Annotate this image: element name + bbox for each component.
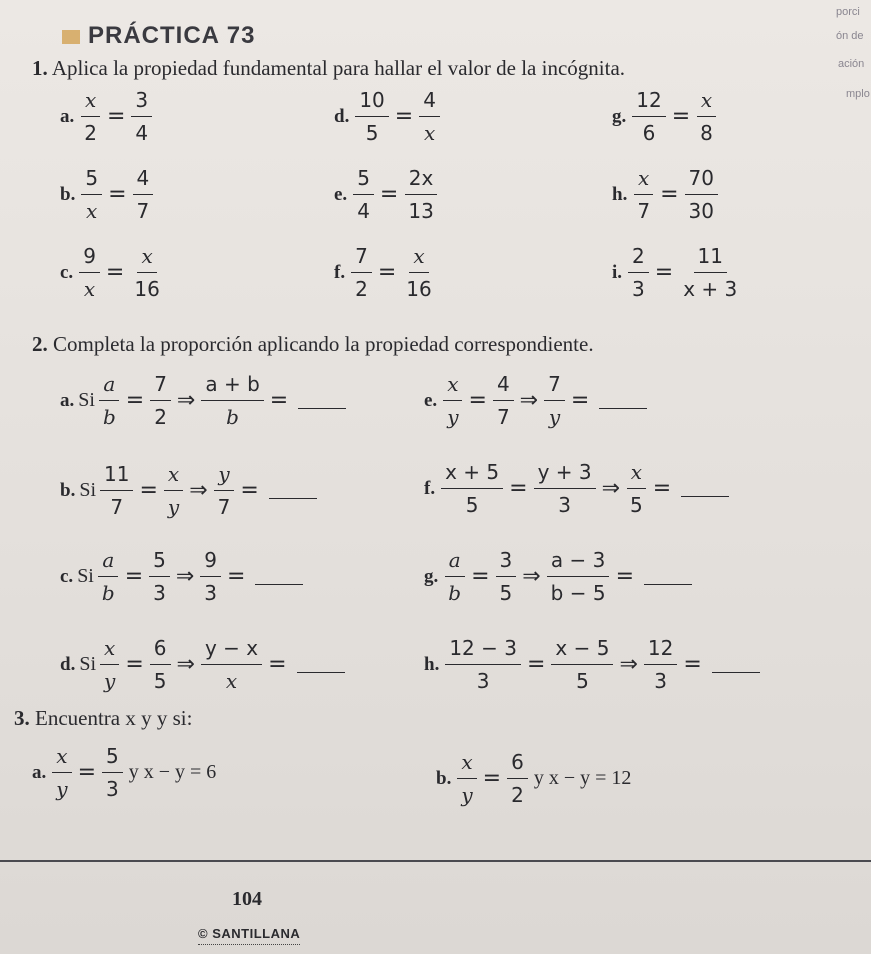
item-label: f. xyxy=(334,261,346,283)
exercise-3-heading xyxy=(14,706,192,731)
numerator: 7 xyxy=(351,244,372,273)
item-label: i. xyxy=(612,261,623,283)
implies-arrow: ⇒ xyxy=(175,564,195,589)
system-item xyxy=(436,750,631,807)
item-label: b. xyxy=(436,767,452,789)
denominator: 5 xyxy=(153,669,167,693)
proportion-item xyxy=(60,88,154,145)
equals-sign: = xyxy=(125,388,145,413)
equals-sign: = xyxy=(227,564,246,589)
denominator: 30 xyxy=(688,199,714,223)
numerator: 6 xyxy=(150,636,171,665)
fraction xyxy=(696,88,717,145)
fraction xyxy=(457,750,476,807)
answer-blank[interactable] xyxy=(681,480,729,497)
denominator: 8 xyxy=(700,121,713,145)
equals-sign: = xyxy=(269,388,289,413)
numerator: x xyxy=(457,750,476,779)
fraction xyxy=(626,460,647,517)
equals-sign: = xyxy=(379,182,399,207)
equals-sign: = xyxy=(377,260,397,285)
fraction xyxy=(628,244,649,301)
margin-note: ón de xyxy=(836,30,864,42)
fraction xyxy=(98,548,119,605)
si-text: Si xyxy=(79,653,97,675)
fraction xyxy=(351,244,372,301)
denominator: 3 xyxy=(476,669,490,693)
fraction xyxy=(404,166,437,223)
denominator: 5 xyxy=(576,669,589,693)
denominator: 3 xyxy=(153,581,166,605)
denominator: 6 xyxy=(642,121,656,145)
fraction xyxy=(507,750,528,807)
numerator: x xyxy=(52,744,71,773)
numerator: 5 xyxy=(149,548,170,577)
answer-blank[interactable] xyxy=(644,568,692,585)
fraction xyxy=(644,636,677,693)
denominator: b xyxy=(101,581,115,605)
equals-sign: = xyxy=(394,104,414,129)
fraction xyxy=(100,636,119,693)
numerator: 6 xyxy=(507,750,528,779)
fraction xyxy=(149,548,170,605)
equals-sign: = xyxy=(105,260,125,285)
denominator: y xyxy=(548,405,561,429)
fraction xyxy=(150,636,171,693)
page-number: 104 xyxy=(232,888,262,910)
denominator: b xyxy=(448,581,462,605)
equals-sign: = xyxy=(526,652,546,677)
practice-title: PRÁCTICA 73 xyxy=(88,22,256,49)
fraction xyxy=(133,166,154,223)
denominator: 5 xyxy=(499,581,513,605)
exercise-instruction: Encuentra x y y si: xyxy=(35,706,193,730)
numerator: 12 xyxy=(644,636,677,665)
implies-arrow: ⇒ xyxy=(619,652,638,677)
denominator: b − 5 xyxy=(550,581,606,605)
numerator: 9 xyxy=(79,244,100,273)
equals-sign: = xyxy=(471,564,490,589)
fraction xyxy=(685,166,718,223)
si-text: Si xyxy=(79,479,97,501)
numerator: x xyxy=(443,372,462,401)
equals-sign: = xyxy=(240,478,259,503)
numerator: x − 5 xyxy=(551,636,613,665)
item-label: d. xyxy=(60,653,76,675)
denominator: 7 xyxy=(637,199,651,223)
proportion-item xyxy=(60,244,166,301)
implies-arrow: ⇒ xyxy=(522,564,541,589)
denominator: x xyxy=(86,199,98,223)
margin-note: mplo xyxy=(846,88,870,100)
numerator: x + 5 xyxy=(441,460,503,489)
section-marker xyxy=(62,30,80,44)
implies-arrow: ⇒ xyxy=(519,388,539,413)
item-label: h. xyxy=(424,653,440,675)
numerator: y − x xyxy=(201,636,262,665)
equals-sign: = xyxy=(509,476,528,501)
equals-sign: = xyxy=(139,478,158,503)
exercise-number: 3. xyxy=(14,706,30,730)
system-item xyxy=(32,744,216,801)
equals-sign: = xyxy=(652,476,672,501)
condition-text: y x − y = 12 xyxy=(533,767,632,789)
denominator: 7 xyxy=(110,495,124,519)
denominator: y xyxy=(167,495,180,519)
fraction xyxy=(214,462,235,519)
answer-blank[interactable] xyxy=(269,482,317,499)
numerator: x xyxy=(100,636,119,665)
equals-sign: = xyxy=(125,652,144,677)
complete-proportion-item xyxy=(60,548,303,605)
fraction xyxy=(164,462,183,519)
proportion-item xyxy=(334,166,440,223)
numerator: 2x xyxy=(405,166,438,195)
complete-proportion-item xyxy=(424,548,692,605)
numerator: 5 xyxy=(81,166,102,195)
proportion-item xyxy=(612,166,720,223)
numerator: 70 xyxy=(685,166,718,195)
denominator: x xyxy=(225,669,238,693)
numerator: y + 3 xyxy=(534,460,596,489)
equals-sign: = xyxy=(268,652,287,677)
numerator: 5 xyxy=(353,166,374,195)
fraction xyxy=(355,88,388,145)
proportion-item xyxy=(60,166,155,223)
numerator: 5 xyxy=(102,744,123,773)
item-label: e. xyxy=(424,389,438,411)
exercise-1-heading xyxy=(32,56,625,81)
item-label: g. xyxy=(424,565,439,587)
item-label: c. xyxy=(60,565,74,587)
footer-rule xyxy=(0,860,871,862)
equals-sign: = xyxy=(124,564,144,589)
denominator: 2 xyxy=(511,783,524,807)
equals-sign: = xyxy=(654,260,674,285)
exercise-2-heading xyxy=(32,332,594,357)
complete-proportion-item xyxy=(424,460,729,517)
numerator: 12 − 3 xyxy=(445,636,521,665)
denominator: 3 xyxy=(632,277,645,301)
exercise-number: 1. xyxy=(32,56,48,80)
fraction xyxy=(201,636,262,693)
fraction xyxy=(679,244,741,301)
fraction xyxy=(632,88,665,145)
item-label: f. xyxy=(424,477,436,499)
item-label: e. xyxy=(334,183,348,205)
item-label: d. xyxy=(334,105,350,127)
numerator: 3 xyxy=(131,88,152,117)
implies-arrow: ⇒ xyxy=(601,476,621,501)
numerator: x xyxy=(634,166,653,195)
fraction xyxy=(131,88,152,145)
proportion-item xyxy=(334,88,442,145)
numerator: a + b xyxy=(201,372,263,401)
denominator: x xyxy=(423,121,436,145)
numerator: 12 xyxy=(632,88,665,117)
item-label: a. xyxy=(32,761,47,783)
numerator: a xyxy=(99,372,119,401)
equals-sign: = xyxy=(660,182,679,207)
numerator: x xyxy=(697,88,716,117)
denominator: 2 xyxy=(355,277,368,301)
fraction xyxy=(353,166,374,223)
numerator: 10 xyxy=(355,88,388,117)
denominator: y xyxy=(461,783,473,807)
complete-proportion-item xyxy=(60,462,317,519)
exercise-number: 2. xyxy=(32,332,48,356)
fraction xyxy=(402,244,435,301)
publisher-brand: © SANTILLANA xyxy=(198,926,300,945)
denominator: 7 xyxy=(217,495,231,519)
fraction xyxy=(130,244,163,301)
fraction xyxy=(80,88,101,145)
numerator: a xyxy=(98,548,118,577)
numerator: a xyxy=(445,548,465,577)
complete-proportion-item xyxy=(424,372,647,429)
denominator: 5 xyxy=(365,121,379,145)
numerator: x xyxy=(409,244,428,273)
complete-proportion-item xyxy=(424,636,760,693)
denominator: 16 xyxy=(406,277,432,301)
fraction xyxy=(547,548,610,605)
complete-proportion-item xyxy=(60,636,345,693)
denominator: 16 xyxy=(134,277,160,301)
denominator: 4 xyxy=(135,121,149,145)
numerator: 9 xyxy=(200,548,221,577)
denominator: y xyxy=(56,777,68,801)
fraction xyxy=(544,372,565,429)
denominator: 2 xyxy=(84,121,97,145)
exercise-instruction: Completa la proporción aplicando la propiedad correspondiente. xyxy=(53,332,594,356)
item-label: b. xyxy=(60,183,76,205)
numerator: x xyxy=(81,88,100,117)
equals-sign: = xyxy=(570,388,590,413)
denominator: y xyxy=(447,405,459,429)
implies-arrow: ⇒ xyxy=(189,478,208,503)
numerator: x xyxy=(627,460,646,489)
fraction xyxy=(551,636,613,693)
implies-arrow: ⇒ xyxy=(176,652,195,677)
condition-text: y x − y = 6 xyxy=(128,761,217,783)
numerator: 4 xyxy=(133,166,154,195)
numerator: a − 3 xyxy=(547,548,609,577)
fraction xyxy=(201,372,263,429)
answer-blank[interactable] xyxy=(255,568,303,585)
denominator: 3 xyxy=(204,581,218,605)
numerator: 7 xyxy=(544,372,565,401)
proportion-item xyxy=(612,88,719,145)
numerator: y xyxy=(214,462,233,491)
si-text: Si xyxy=(78,389,95,411)
margin-note: ación xyxy=(838,58,865,70)
item-label: h. xyxy=(612,183,628,205)
fraction xyxy=(102,744,123,801)
fraction xyxy=(200,548,221,605)
denominator: b xyxy=(226,405,239,429)
item-label: b. xyxy=(60,479,76,501)
fraction xyxy=(445,636,521,693)
denominator: b xyxy=(102,405,116,429)
margin-note: porci xyxy=(836,6,860,18)
fraction xyxy=(52,744,71,801)
fraction xyxy=(441,460,503,517)
fraction xyxy=(79,244,100,301)
fraction xyxy=(443,372,462,429)
fraction xyxy=(493,372,514,429)
numerator: 3 xyxy=(496,548,517,577)
fraction xyxy=(534,460,596,517)
equals-sign: = xyxy=(468,388,487,413)
answer-blank[interactable] xyxy=(298,392,346,409)
numerator: x xyxy=(137,244,156,273)
answer-blank[interactable] xyxy=(712,656,760,673)
item-label: a. xyxy=(60,389,75,411)
denominator: 13 xyxy=(408,199,434,223)
denominator: x xyxy=(83,277,96,301)
denominator: 3 xyxy=(654,669,667,693)
denominator: x + 3 xyxy=(683,277,738,301)
equals-sign: = xyxy=(482,766,502,791)
proportion-item xyxy=(612,244,743,301)
proportion-item xyxy=(334,244,438,301)
denominator: y xyxy=(104,669,116,693)
equals-sign: = xyxy=(615,564,635,589)
fraction xyxy=(444,548,465,605)
equals-sign: = xyxy=(671,104,691,129)
fraction xyxy=(633,166,654,223)
answer-blank[interactable] xyxy=(599,392,647,409)
denominator: 4 xyxy=(357,199,370,223)
fraction xyxy=(81,166,102,223)
fraction xyxy=(100,462,133,519)
fraction xyxy=(99,372,120,429)
denominator: 7 xyxy=(496,405,510,429)
answer-blank[interactable] xyxy=(297,656,345,673)
exercise-instruction: Aplica la propiedad fundamental para hallar el valor de la incógnita. xyxy=(51,56,626,80)
implies-arrow: ⇒ xyxy=(176,388,196,413)
item-label: a. xyxy=(60,105,75,127)
equals-sign: = xyxy=(108,182,127,207)
denominator: 5 xyxy=(465,493,479,517)
numerator: x xyxy=(164,462,183,491)
numerator: 7 xyxy=(150,372,171,401)
numerator: 4 xyxy=(419,88,440,117)
fraction xyxy=(496,548,517,605)
denominator: 3 xyxy=(106,777,119,801)
fraction xyxy=(419,88,440,145)
numerator: 11 xyxy=(694,244,727,273)
complete-proportion-item xyxy=(60,372,346,429)
equals-sign: = xyxy=(106,104,126,129)
denominator: 5 xyxy=(630,493,643,517)
fraction xyxy=(150,372,171,429)
denominator: 3 xyxy=(558,493,571,517)
item-label: c. xyxy=(60,261,74,283)
numerator: 4 xyxy=(493,372,514,401)
si-text: Si xyxy=(77,565,94,587)
denominator: 7 xyxy=(136,199,150,223)
item-label: g. xyxy=(612,105,627,127)
numerator: 11 xyxy=(100,462,133,491)
denominator: 2 xyxy=(154,405,167,429)
equals-sign: = xyxy=(77,760,96,785)
equals-sign: = xyxy=(683,652,702,677)
numerator: 2 xyxy=(628,244,649,273)
